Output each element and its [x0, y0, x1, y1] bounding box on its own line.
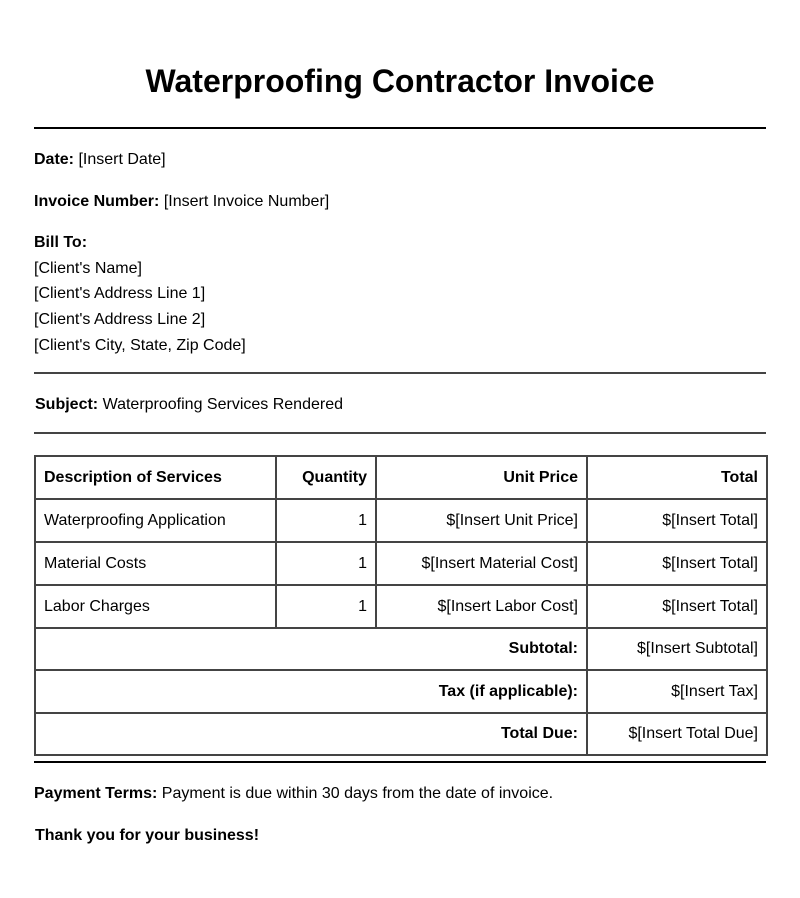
row-description: Material Costs [35, 542, 276, 585]
tax-row [35, 670, 767, 713]
subtotal-label: Subtotal: [35, 628, 587, 670]
invoice-number-label: Invoice Number: [34, 193, 160, 210]
header-quantity: Quantity [276, 456, 376, 499]
total-due-value: $[Insert Total Due] [587, 713, 767, 755]
services-table [34, 455, 768, 756]
row-quantity: 1 [276, 499, 376, 542]
subject-label: Subject: [35, 396, 99, 413]
table-divider [34, 761, 766, 763]
subtotal-value: $[Insert Subtotal] [587, 628, 767, 670]
client-name: [Client's Name] [34, 260, 142, 277]
subject-line [35, 395, 343, 415]
invoice-title: Waterproofing Contractor Invoice [145, 63, 655, 99]
invoice-number-value: [Insert Invoice Number] [163, 193, 330, 210]
bill-to-label: Bill To: [34, 234, 88, 251]
row-total: $[Insert Total] [587, 585, 767, 628]
row-description: Waterproofing Application [35, 499, 276, 542]
row-quantity: 1 [276, 542, 376, 585]
payment-terms-label: Payment Terms: [34, 785, 158, 802]
client-address-line-1: [Client's Address Line 1] [34, 285, 206, 302]
title-divider [34, 127, 766, 129]
thank-you-note: Thank you for your business! [35, 827, 260, 844]
payment-terms-value: Payment is due within 30 days from the date of invoice. [161, 785, 554, 802]
bill-to-divider [34, 372, 766, 374]
row-unit-price: $[Insert Labor Cost] [376, 585, 587, 628]
row-description: Labor Charges [35, 585, 276, 628]
tax-label: Tax (if applicable): [35, 670, 587, 713]
row-total: $[Insert Total] [587, 499, 767, 542]
client-address-line-2: [Client's Address Line 2] [34, 311, 206, 328]
date-label: Date: [34, 151, 75, 168]
client-city-state-zip: [Client's City, State, Zip Code] [34, 337, 246, 354]
total-due-row [35, 713, 767, 755]
header-description: Description of Services [35, 456, 276, 499]
date-line [34, 150, 166, 170]
header-unit-price: Unit Price [376, 456, 587, 499]
subject-divider [34, 432, 766, 434]
tax-value: $[Insert Tax] [587, 670, 767, 713]
table-row [35, 542, 767, 585]
subject-value: Waterproofing Services Rendered [102, 396, 343, 413]
table-row [35, 585, 767, 628]
header-total: Total [587, 456, 767, 499]
row-quantity: 1 [276, 585, 376, 628]
date-value: [Insert Date] [78, 151, 166, 168]
row-unit-price: $[Insert Material Cost] [376, 542, 587, 585]
payment-terms-line [34, 784, 553, 804]
total-due-label: Total Due: [35, 713, 587, 755]
row-unit-price: $[Insert Unit Price] [376, 499, 587, 542]
subtotal-row [35, 628, 767, 670]
row-total: $[Insert Total] [587, 542, 767, 585]
table-row [35, 499, 767, 542]
invoice-number-line [34, 192, 329, 212]
table-header-row [35, 456, 767, 499]
